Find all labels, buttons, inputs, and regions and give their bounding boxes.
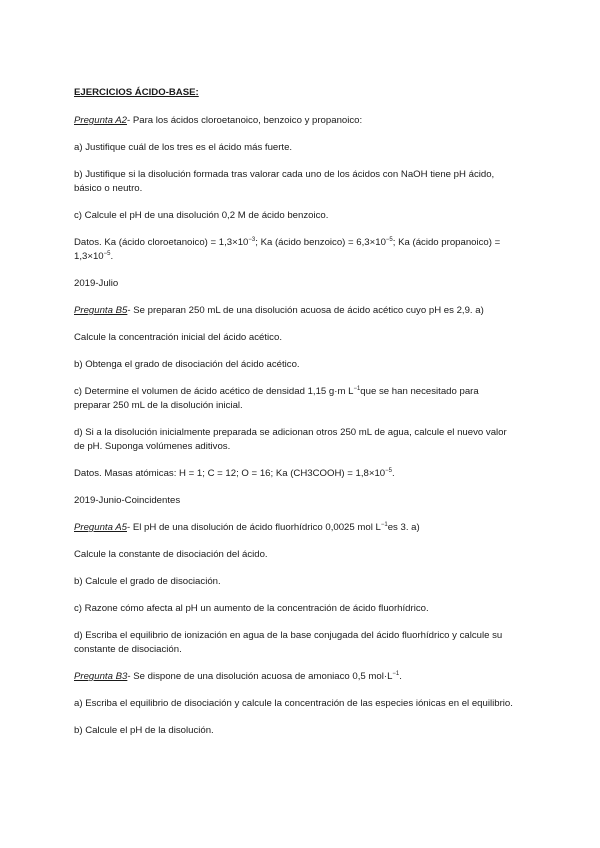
question-text: - El pH de una disolución de ácido fluorhídrico 0,0025 mol L: [126, 522, 381, 533]
section-heading: 2019-Julio: [74, 278, 119, 289]
question-text: que se han necesitado para preparar 250 mL de la disolución inicial.: [74, 386, 479, 411]
data-text: Datos. Masas atómicas: H = 1; C = 12; O = 16; Ka (CH3COOH) = 1,8×10: [74, 468, 386, 479]
question-a5-part-c: c) Razone cómo afecta al pH un aumento de la concentración de ácido fluorhídrico.: [74, 603, 429, 614]
section-heading: 2019-Junio-Coincidentes: [74, 495, 181, 506]
exponent: −1: [392, 670, 400, 677]
exponent: −5: [385, 467, 392, 474]
question-text: - Para los ácidos cloroetanoico, benzoico y propanoico:: [126, 115, 363, 126]
exponent: −1: [380, 521, 388, 528]
question-b5-part-a: Calcule la concentración inicial del ácido acético.: [74, 332, 282, 343]
question-b5-part-b: b) Obtenga el grado de disociación del ácido acético.: [74, 359, 300, 370]
question-text: c) Determine el volumen de ácido acético de densidad 1,15 g·m L: [74, 386, 354, 397]
question-b5-data: [74, 467, 514, 481]
question-b5-part-c: [74, 385, 514, 413]
question-label: Pregunta B3: [74, 671, 128, 682]
question-text: es 3. a): [387, 522, 420, 533]
data-text: .: [110, 251, 114, 262]
exponent: −5: [385, 236, 393, 243]
question-label: Pregunta A2: [74, 115, 127, 126]
question-label: Pregunta B5: [74, 305, 128, 316]
question-b3-part-b: b) Calcule el pH de la disolución.: [74, 725, 214, 736]
data-text: Datos. Ka (ácido cloroetanoico) = 1,3×10: [74, 237, 249, 248]
data-text: ; Ka (ácido benzoico) = 6,3×10: [255, 237, 386, 248]
document-page: [74, 86, 514, 751]
exponent: −3: [248, 236, 256, 243]
question-a2-intro: [74, 114, 514, 128]
exponent: −5: [103, 250, 111, 257]
exponent: −1: [353, 385, 361, 392]
data-text: ; Ka (ácido propanoico) = 1,3×10: [74, 237, 501, 262]
question-label: Pregunta A5: [74, 522, 127, 533]
page-title: EJERCICIOS ÁCIDO-BASE:: [74, 87, 199, 98]
data-text: .: [391, 468, 395, 479]
question-a2-part-b: b) Justifique si la disolución formada tras valorar cada uno de los ácidos con NaOH tiene pH ácido, básico o neutro.: [74, 169, 495, 194]
question-text: - Se dispone de una disolución acuosa de amoniaco 0,5 mol·L: [127, 671, 393, 682]
question-a2-part-c: c) Calcule el pH de una disolución 0,2 M de ácido benzoico.: [74, 210, 329, 221]
question-a2-data: [74, 236, 514, 264]
question-a5-part-d: d) Escriba el equilibrio de ionización en agua de la base conjugada del ácido fluorhídrico y calcule su constante de disociación.: [74, 630, 503, 655]
question-b3-part-a: a) Escriba el equilibrio de disociación y calcule la concentración de las especies iónicas en el equilibrio.: [74, 698, 513, 709]
question-a2-part-a: a) Justifique cuál de los tres es el ácido más fuerte.: [74, 142, 293, 153]
question-b3-intro: [74, 670, 514, 684]
question-text: - Se preparan 250 mL de una disolución acuosa de ácido acético cuyo pH es 2,9. a): [127, 305, 484, 316]
question-b5-part-d: d) Si a la disolución inicialmente preparada se adicionan otros 250 mL de agua, calcule el nuevo valor de pH. Suponga volúmenes aditivos.: [74, 427, 507, 452]
question-a5-intro: [74, 521, 514, 535]
question-a5-part-a: Calcule la constante de disociación del ácido.: [74, 549, 268, 560]
question-text: .: [399, 671, 402, 682]
question-a5-part-b: b) Calcule el grado de disociación.: [74, 576, 221, 587]
question-b5-intro: [74, 304, 514, 318]
